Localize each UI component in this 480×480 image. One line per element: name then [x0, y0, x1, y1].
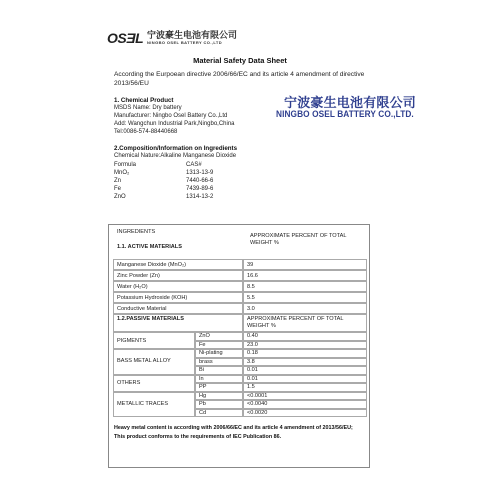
intro-text: According the Eurpoean directive 2006/66/EC and its article 4 amendment of directive 2013/56/EU	[114, 71, 365, 87]
section1-line: Add: Wangchun Industrial Park,Ningbo,China	[114, 121, 235, 127]
ingredients-label: INGREDIENTS	[117, 229, 156, 235]
passive-materials-title: 1.2.PASSIVE MATERIALS	[113, 314, 243, 332]
table-row: Ni-plating 0.18	[113, 349, 365, 358]
formula-cell: Zn	[114, 178, 122, 184]
table-row: Zinc Powder (Zn) 16.6	[113, 270, 365, 281]
table-row: Cd <0.0020	[113, 409, 365, 418]
cas-cell: 1313-13-9	[186, 170, 214, 176]
section-composition	[114, 145, 314, 160]
section1-line: Manufacturer: Ningbo Osel Battery Co.,Ltd	[114, 113, 228, 119]
formula-header: Formula	[114, 162, 137, 168]
heavy-metal-footnote: Heavy metal content is according with 2006/66/EC and its article 4 amendment of 2013/56/EU; This product conforms to the requirements of IEC Publication 86.	[114, 425, 353, 440]
table-row: In 0.01	[113, 375, 365, 384]
logo-company-cn: 宁波豪生电池有限公司	[147, 30, 238, 40]
group-metallic-traces: METALLIC TRACES	[113, 392, 365, 418]
table-row: brass 3.8	[113, 358, 365, 367]
section1-heading: 1. Chemical Product	[114, 97, 174, 104]
formula-cell: MnO₂	[114, 170, 130, 176]
passive-header-row	[113, 314, 365, 332]
table-row: Conductive Material 3.0	[113, 303, 365, 314]
active-materials-title: 1.1. ACTIVE MATERIALS	[117, 244, 182, 250]
section-chemical-product	[114, 97, 284, 136]
formula-table	[114, 161, 266, 201]
company-stamp-en: NINGBO OSEL BATTERY CO.,LTD.	[276, 109, 414, 119]
table-row: Potassium Hydroxide (KOH) 5.5	[113, 292, 365, 303]
cas-cell: 7440-66-6	[186, 178, 214, 184]
cas-cell: 1314-13-2	[186, 194, 214, 200]
chemical-nature: Chemical Nature:Alkaline Manganese Dioxide	[114, 153, 237, 159]
table-row: Manganese Dioxide (MnO₂) 39	[113, 259, 365, 270]
passive-percent-header: APPROXIMATE PERCENT OF TOTAL WEIGHT %	[243, 314, 367, 332]
table-row: Bi 0.01	[113, 366, 365, 375]
group-bass-metal-alloy: BASS METAL ALLOY	[113, 349, 365, 375]
formula-cell: ZnO	[114, 194, 126, 200]
logo-company-en: NINGBO OSEL BATTERY CO.,LTD	[147, 40, 223, 45]
section1-line: Tel:0086-574-88440668	[114, 129, 178, 135]
table-row: PP 1.5	[113, 383, 365, 392]
cas-cell: 7439-89-6	[186, 186, 214, 192]
table-row: Fe 23.0	[113, 341, 365, 350]
formula-cell: Fe	[114, 186, 122, 192]
table-header-row	[113, 228, 365, 251]
document-title: Material Safety Data Sheet	[193, 56, 287, 65]
percent-header: APPROXIMATE PERCENT OF TOTAL WEIGHT %	[250, 232, 347, 246]
table-row: ZnO 0.40	[113, 332, 365, 341]
group-pigments: PIGMENTS	[113, 332, 365, 349]
cas-header: CAS#	[186, 162, 202, 168]
table-row: Pb <0.0040	[113, 400, 365, 409]
table-row: Hg <0.0001	[113, 392, 365, 401]
section2-heading: 2.Composition/Information on Ingredients	[114, 145, 238, 152]
group-others: OTHERS	[113, 375, 365, 392]
table-row: Water (H₂O) 8.5	[113, 281, 365, 292]
company-stamp-cn: 宁波豪生电池有限公司	[284, 96, 417, 111]
section1-line: MSDS Name: Dry battery	[114, 105, 182, 111]
logo-wordmark: OSƎL	[107, 30, 144, 46]
